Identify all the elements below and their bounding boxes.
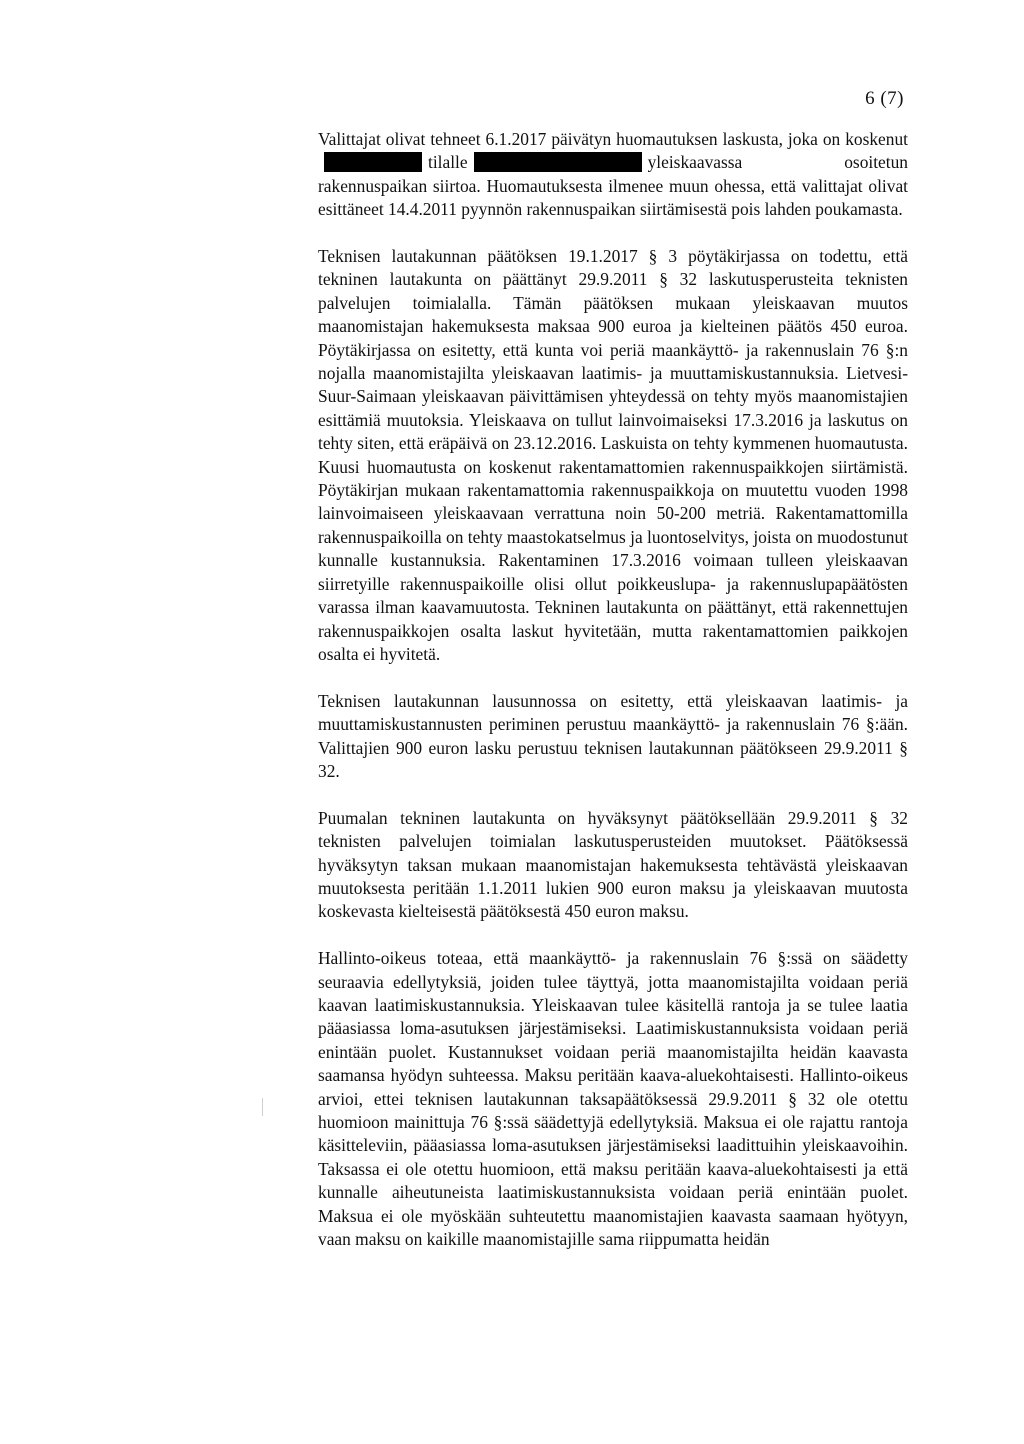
document-body [318, 128, 908, 1275]
redaction-block [474, 152, 642, 172]
paragraph-1-part-b: tilalle [428, 152, 468, 173]
paragraph-2: Teknisen lautakunnan päätöksen 19.1.2017 § 3 pöytäkirjassa on todettu, että tekninen lautakunta on päättänyt 29.9.2011 § 32 laskutusperusteita teknisten palvelujen toimialalla. Tämän päätöksen mukaan yleiskaavan muutos maanomistajan hakemuksesta maksaa 900 euroa ja kielteinen päätös 450 euroa. Pöytäkirjassa on esitetty, että kunta voi periä maankäyttö- ja rakennuslain 76 §:n nojalla maanomistajilta yleiskaavan laatimis- ja muuttamiskustannuksia. Lietvesi-Suur-Saimaan yleiskaavan päivittämisen yhteydessä on tehty myös maanomistajien esittämiä muutoksia. Yleiskaava on tullut lainvoimaiseksi 17.3.2016 ja laskutus on tehty siten, että eräpäivä on 23.12.2016. Laskuista on tehty kymmenen huomautusta. Kuusi huomautusta on koskenut rakentamattomien rakennuspaikkojen siirtämistä. Pöytäkirjan mukaan rakentamattomia rakennuspaikkoja on muutettu vuoden 1998 lainvoimaiseen yleiskaavaan verrattuna noin 50-200 metriä. Rakentamattomilla rakennuspaikoilla on tehty maastokatselmus ja luontoselvitys, joista on muodostunut kunnalle kustannuksia. Rakentaminen 17.3.2016 voimaan tulleen yleiskaavan siirretyille rakennuspaikoille olisi ollut poikkeuslupa- ja rakennuslupapäätösten varassa ilman kaavamuutosta. Tekninen lautakunta on päättänyt, että rakennettujen rakennuspaikkojen osalta laskut hyvitetään, mutta rakentamattomien paikkojen osalta ei hyvitetä. [318, 246, 908, 664]
paragraph-4: Puumalan tekninen lautakunta on hyväksynyt päätöksellään 29.9.2011 § 32 teknisten palvelujen toimialan laskutusperusteiden muutokset. Päätöksessä hyväksytyn taksan mukaan maanomistajan hakemuksesta tehtävästä yleiskaavan muutoksesta peritään 1.1.2011 lukien 900 euron maksu ja yleiskaavan muutosta koskevasta kielteisestä päätöksestä 450 euron maksu. [318, 807, 908, 922]
paragraph-5: Hallinto-oikeus toteaa, että maankäyttö- ja rakennuslain 76 §:ssä on säädetty seuraavia edellytyksiä, joiden tulee täyttyä, jotta maanomistajilta voidaan periä kaavan laatimiskustannuksia. Yleiskaavan tulee käsitellä rantoja ja se tulee laatia pääasiassa loma-asutuksen järjestämiseksi. Laatimiskustannuksista voidaan periä enintään puolet. Kustannukset voidaan periä maanomistajilta heidän kaavasta saamansa hyödyn suhteessa. Maksu peritään kaava-aluekohtaisesti. Hallinto-oikeus arvioi, ettei teknisen lautakunnan taksapäätöksessä 29.9.2011 § 32 ole otettu huomioon mainittuja 76 §:ssä säädettyjä edellytyksiä. Maksua ei ole rajattu rantoja käsitteleviin, pääasiassa loma-asutuksen järjestämiseksi laadittuihin yleiskaavoihin. Taksassa ei ole otettu huomioon, että maksu peritään kaava-aluekohtaisesti ja että kunnalle aiheutuneista laatimiskustannuksista voidaan periä enintään puolet. Maksua ei ole myöskään suhteutettu maanomistajien kaavasta saamaan hyötyyn, vaan maksu on kaikille maanomistajille sama riippumatta heidän [318, 948, 908, 1250]
page-number: 6 (7) [865, 88, 904, 109]
paragraph-1-part-a: Valittajat olivat tehneet 6.1.2017 päivätyn huomautuksen laskusta, joka on koskenut [318, 129, 908, 149]
paragraph-3: Teknisen lautakunnan lausunnossa on esitetty, että yleiskaavan laatimis- ja muuttamiskustannusten periminen perustuu maankäyttö- ja rakennuslain 76 §:ään. Valittajien 900 euron lasku perustuu teknisen lautakunnan päätökseen 29.9.2011 § 32. [318, 690, 908, 781]
paragraph-1-part-c: yleiskaavassa osoitetun rakennuspaikan siirtoa. Huomautuksesta ilmenee muun ohessa, että valittajat olivat esittäneet 14.4.2011 pyynnön rakennuspaikan siirtämisestä pois lahden poukamasta. [318, 152, 908, 220]
redaction-block [324, 152, 422, 172]
scan-margin-mark [262, 1098, 263, 1116]
paragraph-1 [318, 128, 908, 222]
